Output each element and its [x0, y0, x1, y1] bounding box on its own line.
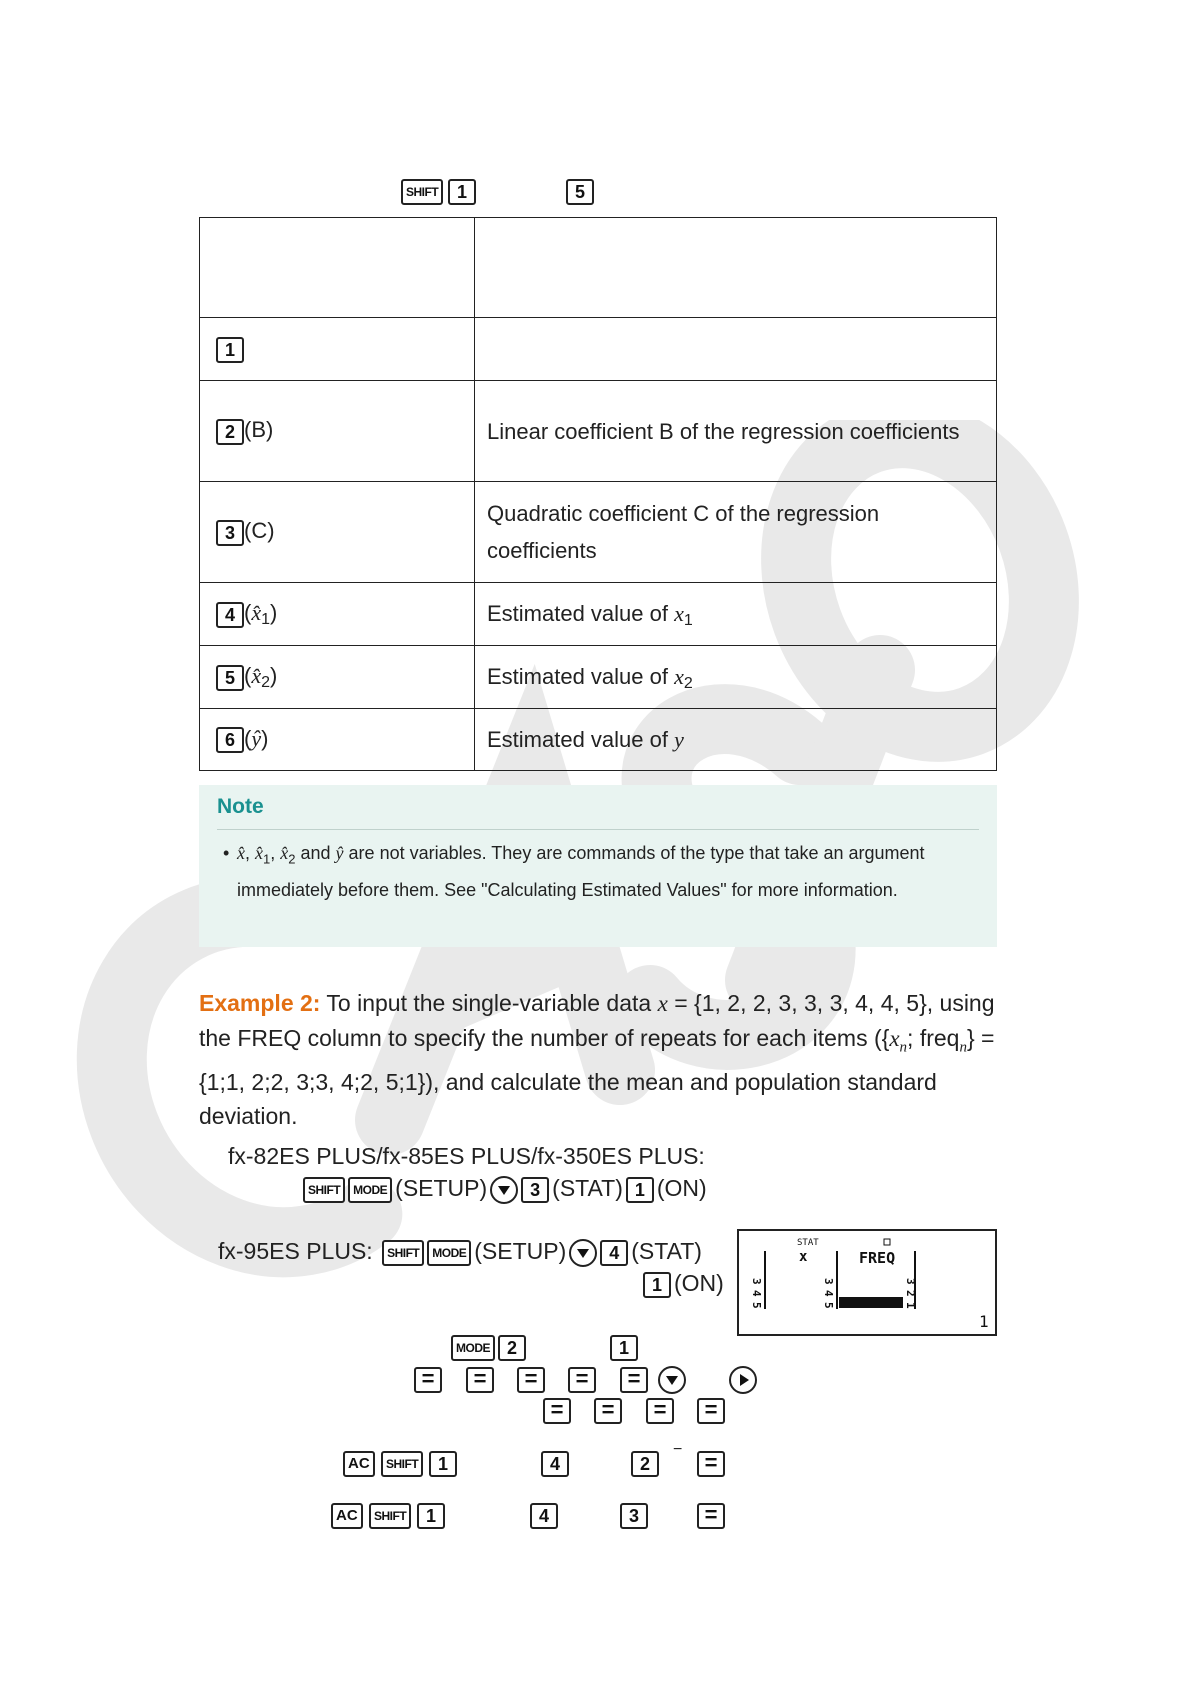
- subscript: n: [899, 1039, 908, 1056]
- on-text: (ON): [656, 1175, 707, 1201]
- table-cell: [200, 318, 475, 381]
- table-cell: [200, 646, 475, 709]
- shift-key: SHIFT: [303, 1177, 345, 1203]
- lcd-digit: 4: [750, 1290, 763, 1297]
- key-sequence-1: [303, 1175, 710, 1204]
- subscript: 2: [683, 675, 693, 692]
- x-hat-1: x̂: [255, 843, 264, 863]
- key-1: 1: [216, 337, 244, 363]
- stat-indicator: STAT: [797, 1238, 819, 1248]
- equals-key: =: [466, 1367, 494, 1393]
- down-arrow-icon: [658, 1366, 686, 1394]
- lcd-digit: 5: [750, 1302, 763, 1309]
- subscript: 2: [261, 674, 270, 692]
- key-4: 4: [541, 1451, 569, 1477]
- lcd-display: [739, 1231, 995, 1334]
- shift-key: SHIFT: [401, 179, 443, 205]
- table-row: [200, 381, 997, 482]
- paren: (: [244, 600, 252, 626]
- key-1: 1: [643, 1272, 671, 1298]
- table-cell: [475, 218, 997, 318]
- var-x: x: [674, 664, 684, 689]
- x-hat-2: x̂: [280, 843, 289, 863]
- on-text: (ON): [674, 1270, 724, 1296]
- mode-key: MODE: [348, 1177, 392, 1203]
- table-row: [200, 218, 997, 318]
- key-3: 3: [216, 520, 244, 546]
- x-hat: x̂: [251, 600, 262, 626]
- equals-key: =: [568, 1367, 596, 1393]
- table-row: [200, 318, 997, 381]
- note-title: Note: [217, 795, 264, 818]
- key-4: 4: [216, 602, 244, 628]
- subscript: n: [959, 1039, 967, 1056]
- key-sequence-2b: [643, 1270, 727, 1298]
- separator: ,: [245, 843, 256, 863]
- stat-text: (STAT): [552, 1175, 623, 1201]
- key-1: 1: [610, 1335, 638, 1361]
- equals-key: =: [697, 1451, 725, 1477]
- subscript: 1: [683, 612, 693, 629]
- example-label: Example 2:: [199, 990, 321, 1016]
- table-cell: [475, 583, 997, 646]
- table-cell: [475, 646, 997, 709]
- y-hat: ŷ: [335, 843, 344, 863]
- paren: (: [244, 663, 252, 689]
- subscript: 1: [261, 611, 270, 629]
- down-arrow-icon: [569, 1239, 597, 1267]
- note-box: [199, 785, 997, 947]
- key-5: 5: [216, 665, 244, 691]
- setup-text: (SETUP): [395, 1175, 488, 1201]
- subscript: 2: [288, 851, 296, 867]
- table-row: [200, 709, 997, 771]
- shift-key: SHIFT: [381, 1451, 423, 1477]
- paren: ): [261, 725, 269, 751]
- lcd-digit: 4: [822, 1290, 835, 1297]
- example-text: } = {1;1, 2;2, 3;3, 4;2, 5;1}), and calculate the mean and population standard deviation.: [199, 1025, 995, 1129]
- row-description: Linear coefficient B of the regression coefficients: [475, 381, 997, 482]
- key-3: 3: [521, 1177, 549, 1203]
- equals-key: =: [697, 1398, 725, 1424]
- shift-key: SHIFT: [369, 1503, 411, 1529]
- row-number: 1: [979, 1312, 989, 1331]
- right-arrow-icon: [729, 1366, 757, 1394]
- table-row: [200, 583, 997, 646]
- table-row: [200, 482, 997, 583]
- x-header: x: [799, 1249, 808, 1265]
- lcd-digit: 2: [904, 1290, 917, 1297]
- key-2: 2: [631, 1451, 659, 1477]
- divider: [217, 829, 979, 830]
- mode-key: MODE: [427, 1240, 471, 1266]
- calculator-screen: [737, 1229, 997, 1336]
- equals-key: =: [620, 1367, 648, 1393]
- ac-key: AC: [331, 1503, 363, 1529]
- regression-menu-table: [199, 217, 997, 771]
- key-1: 1: [429, 1451, 457, 1477]
- paren: ): [270, 600, 278, 626]
- key-1: 1: [448, 179, 476, 205]
- example-text: = {1, 2, 2, 3, 3, 3, 4, 4, 5}, using the FREQ column to specify the number of repeats for each items ({: [199, 990, 995, 1051]
- table-cell: [200, 218, 475, 318]
- mode-key: MODE: [451, 1335, 495, 1361]
- row-description: Estimated value of: [487, 664, 675, 689]
- row-description: Estimated value of: [487, 726, 675, 752]
- example-2-paragraph: [199, 986, 999, 1133]
- example-text: ; freq: [907, 1025, 960, 1051]
- y-hat: ŷ: [251, 725, 262, 751]
- lcd-digit: 5: [822, 1302, 835, 1309]
- bullet: •: [223, 843, 230, 863]
- row-description: Quadratic coefficient C of the regression coefficients: [475, 482, 997, 583]
- table-cell: [475, 318, 997, 381]
- equals-key: =: [594, 1398, 622, 1424]
- paren: (: [244, 725, 252, 751]
- example-text: To input the single-variable data: [320, 990, 658, 1016]
- table-cell: [200, 583, 475, 646]
- key-3: 3: [620, 1503, 648, 1529]
- table-cell: [475, 709, 997, 771]
- note-body: [217, 838, 979, 906]
- model-line-2: fx-95ES PLUS:: [218, 1238, 373, 1264]
- var-y: y: [674, 726, 684, 752]
- setup-text: (SETUP): [474, 1238, 567, 1264]
- var-x: x: [889, 1026, 900, 1051]
- table-cell: [200, 482, 475, 583]
- subscript: 1: [263, 851, 271, 867]
- x-hat: x̂: [237, 843, 245, 863]
- equals-key: =: [517, 1367, 545, 1393]
- equals-key: =: [646, 1398, 674, 1424]
- table-cell: [200, 381, 475, 482]
- and-text: and: [295, 843, 336, 863]
- down-arrow-icon: [490, 1176, 518, 1204]
- lcd-digit: 3: [904, 1278, 917, 1285]
- stat-text: (STAT): [631, 1238, 702, 1264]
- equals-key: =: [697, 1503, 725, 1529]
- var-x: x: [674, 601, 684, 626]
- equals-key: =: [543, 1398, 571, 1424]
- key-1: 1: [417, 1503, 445, 1529]
- row-label: (B): [244, 417, 274, 443]
- key-6: 6: [216, 727, 244, 753]
- key-4: 4: [530, 1503, 558, 1529]
- lcd-digit: 1: [904, 1302, 917, 1309]
- equals-key: =: [414, 1367, 442, 1393]
- superscript-minus: −: [673, 1441, 683, 1458]
- row-description: Estimated value of: [487, 601, 675, 626]
- table-cell: [200, 709, 475, 771]
- note-text: are not variables. They are commands of the type that take an argument immediately before them. See "Calculating Estimated Values" for more information.: [237, 843, 925, 900]
- var-x: x: [657, 991, 668, 1016]
- row-label: (C): [244, 518, 275, 544]
- separator: ,: [270, 843, 281, 863]
- selection-bar: [839, 1297, 903, 1308]
- shift-key: SHIFT: [382, 1240, 424, 1266]
- key-5: 5: [566, 179, 594, 205]
- key-sequence-2: [218, 1238, 705, 1267]
- model-line-1: fx-82ES PLUS/fx-85ES PLUS/fx-350ES PLUS:: [228, 1143, 705, 1169]
- table-row: [200, 646, 997, 709]
- cursor-icon: [884, 1239, 890, 1245]
- key-4: 4: [600, 1240, 628, 1266]
- paren: ): [270, 663, 278, 689]
- lcd-digit: 3: [750, 1278, 763, 1285]
- freq-header: FREQ: [859, 1249, 896, 1267]
- key-2: 2: [498, 1335, 526, 1361]
- lcd-digit: 3: [822, 1278, 835, 1285]
- ac-key: AC: [343, 1451, 375, 1477]
- x-hat: x̂: [251, 663, 262, 689]
- key-2: 2: [216, 419, 244, 445]
- key-1: 1: [626, 1177, 654, 1203]
